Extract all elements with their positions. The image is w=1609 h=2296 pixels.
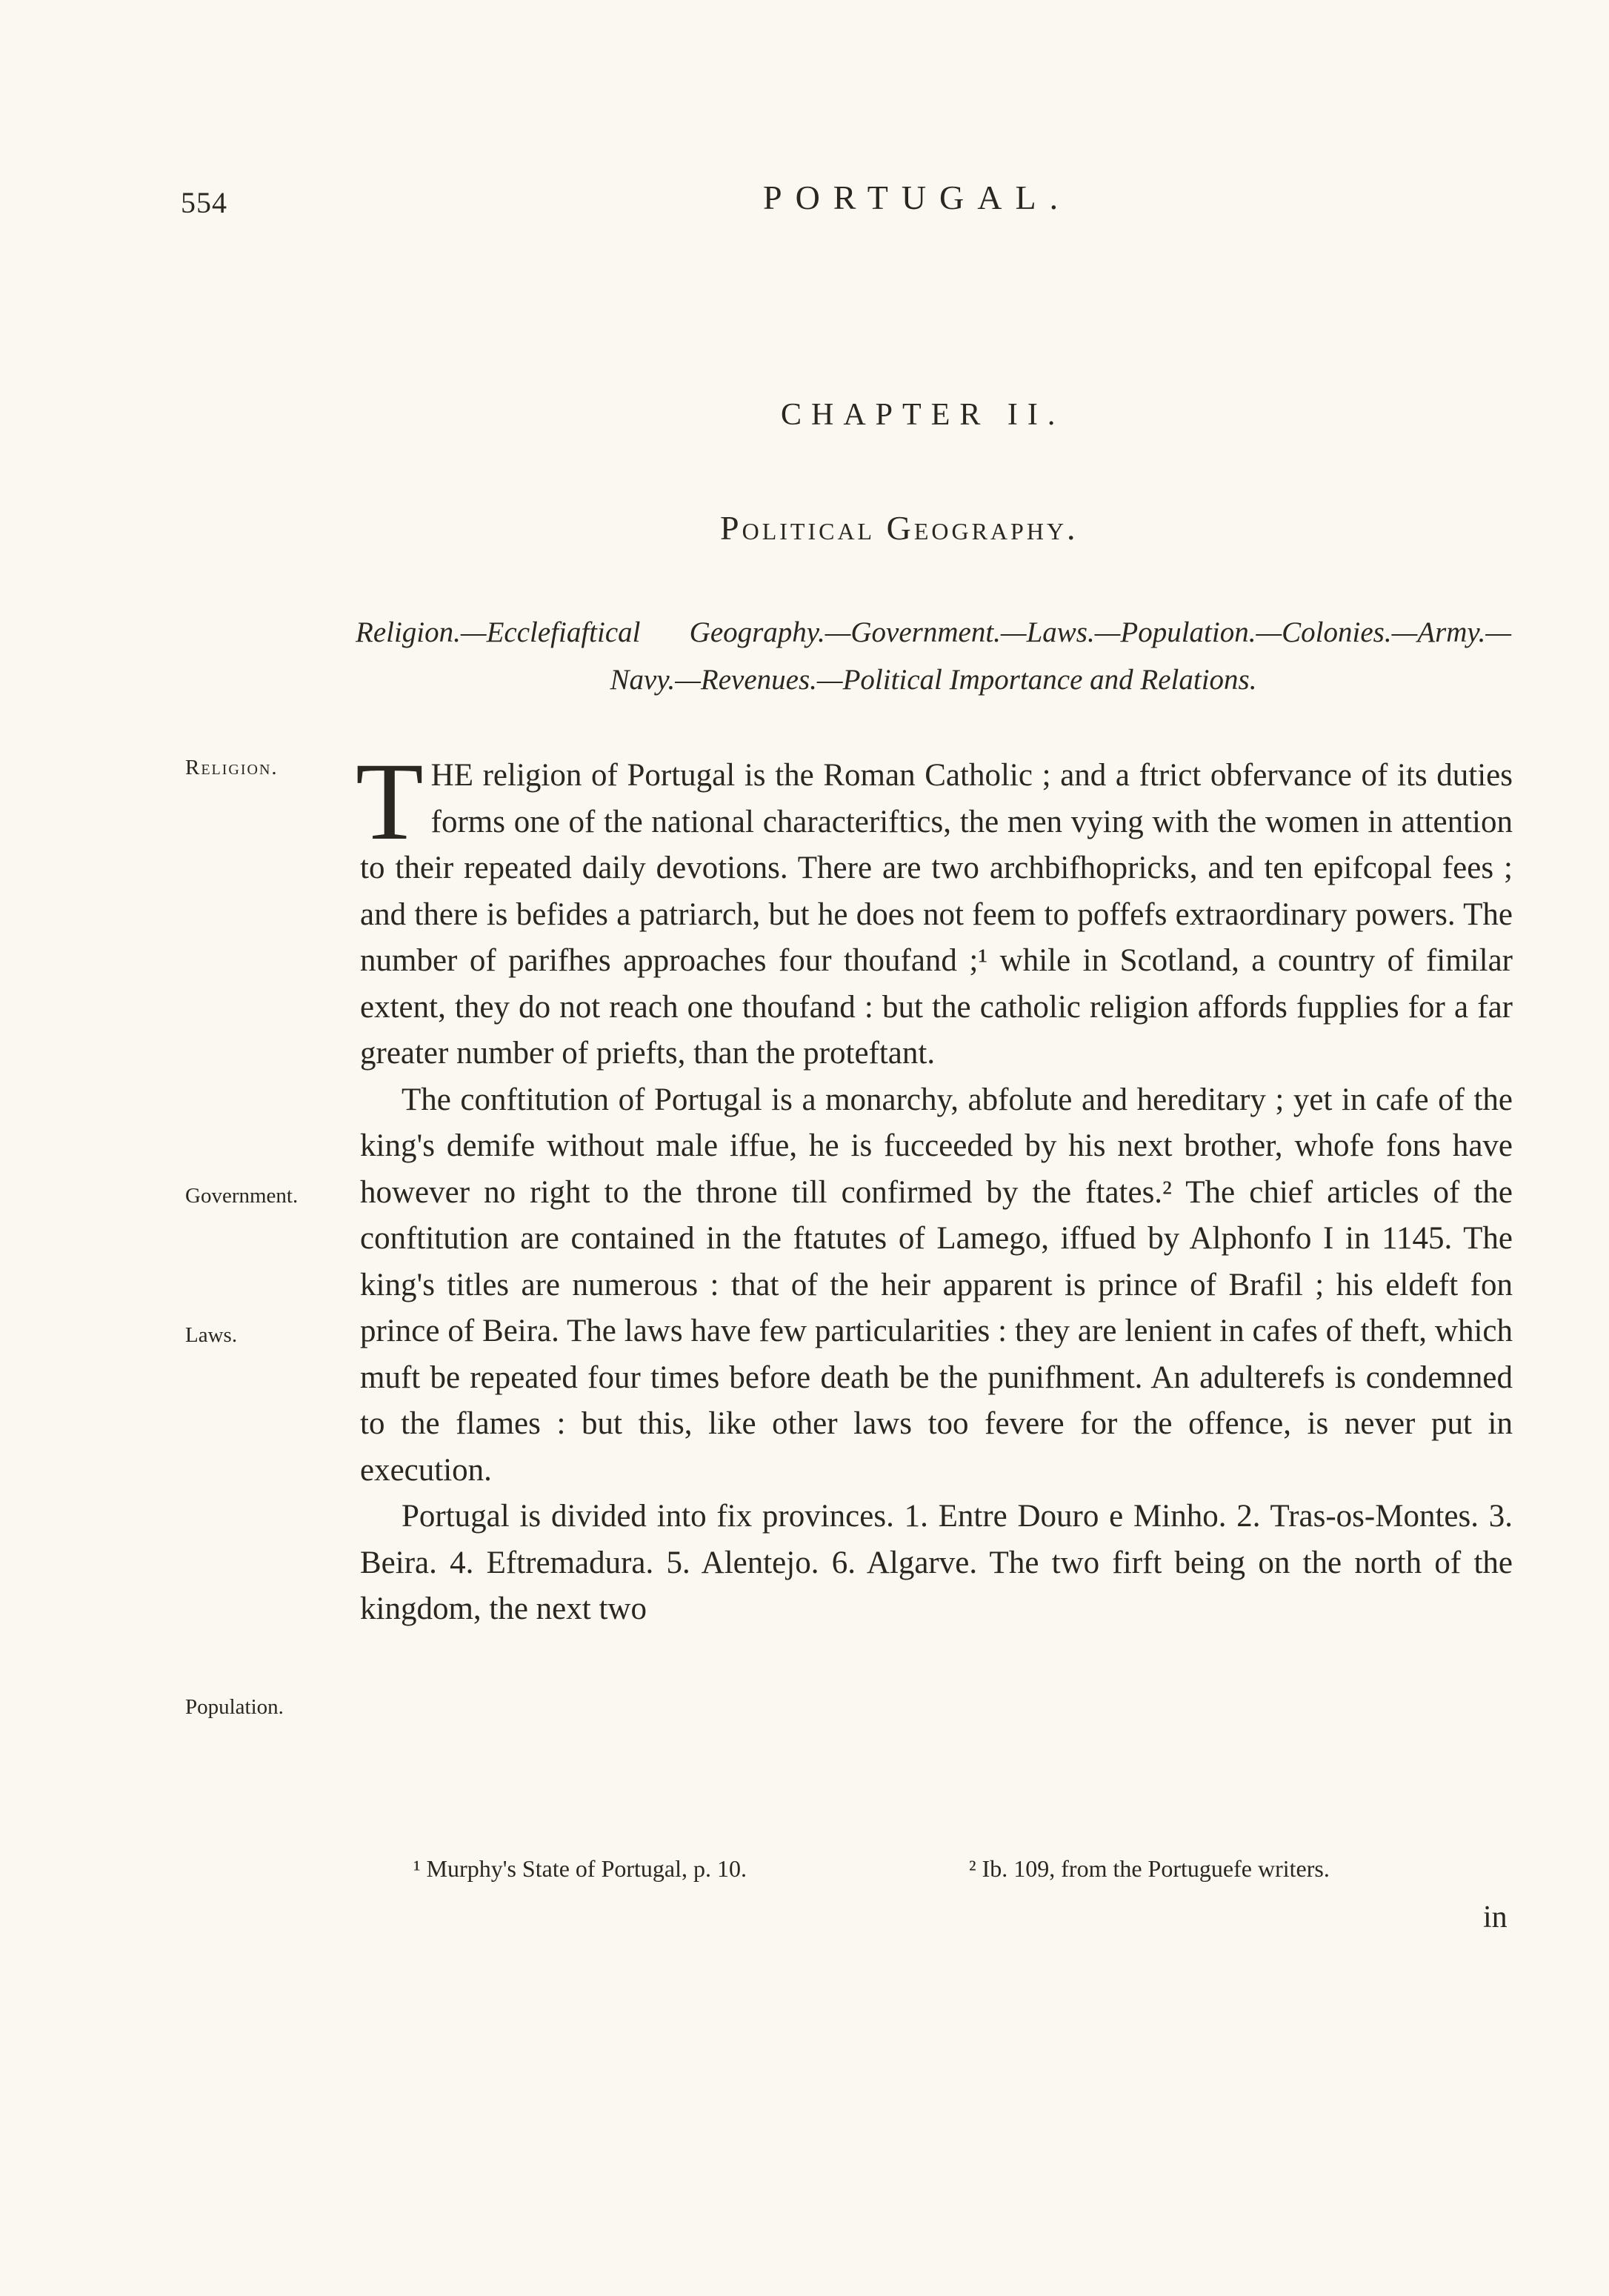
section-title: Political Geography. [720,509,1079,547]
paragraph-religion [356,740,1513,1077]
margin-note-laws: Laws. [185,1323,238,1347]
margin-note-government: Government. [185,1184,299,1208]
paragraph-religion-text: HE religion of Portugal is the Roman Catholic ; and a ftrict obfervance of its duties forms one of the national characteriftics, the men vying with the women in attention to their repeated daily devotions. There are two archbifhopricks, and ten epifcopal fees ; and there is befides a patriarch, but he does not feem to poffefs extraordinary powers. The number of parifhes approaches four thoufand ;¹ while in Scotland, a country of fimilar extent, they do not reach one thoufand : but the catholic religion affords fupplies for a far greater number of priefts, than the proteftant. [360,758,1513,1071]
page-number: 554 [181,186,227,219]
chapter-synopsis: Religion.—Ecclefiaftical Geography.—Government.—Laws.—Population.—Colonies.—Army.—Navy.—Revenues.—Political Importance and Relations. [356,616,1511,696]
margin-note-religion: Religion. [185,756,279,779]
footnote-2: ² Ib. 109, from the Portuguefe writers. [969,1855,1330,1882]
paragraph-government: The conftitution of Portugal is a monarchy, abfolute and hereditary ; yet in cafe of the king's demife without male iffue, he is fucceeded by his next brother, whofe fons have however no right to the throne till confirmed by the ftates.² The chief articles of the conftitution are contained in the ftatutes of Lamego, iffued by Alphonfo I in 1145. The king's titles are numerous : that of the heir apparent is prince of Brafil ; his eldeft fon prince of Beira. The laws have few particularities : they are lenient in cafes of theft, which muft be repeated four times before death be the punifhment. An adulterefs is condemned to the flames : but this, like other laws too fevere for the offence, is never put in execution. [360,1082,1513,1488]
chapter-heading: CHAPTER II. [781,398,1065,432]
running-head: PORTUGAL. [763,179,1072,216]
body-text [356,740,1513,1633]
footnote-1: ¹ Murphy's State of Portugal, p. 10. [413,1855,747,1882]
paragraph-population: Portugal is divided into fix provinces. 1. Entre Douro e Minho. 2. Tras-os-Montes. 3. Beira. 4. Eftremadura. 5. Alentejo. 6. Algarve. The two firft being on the north of the kingdom, the next two [360,1499,1513,1626]
catchword: in [1483,1900,1508,1934]
drop-cap: T [356,740,424,863]
margin-note-population: Population. [185,1695,284,1719]
